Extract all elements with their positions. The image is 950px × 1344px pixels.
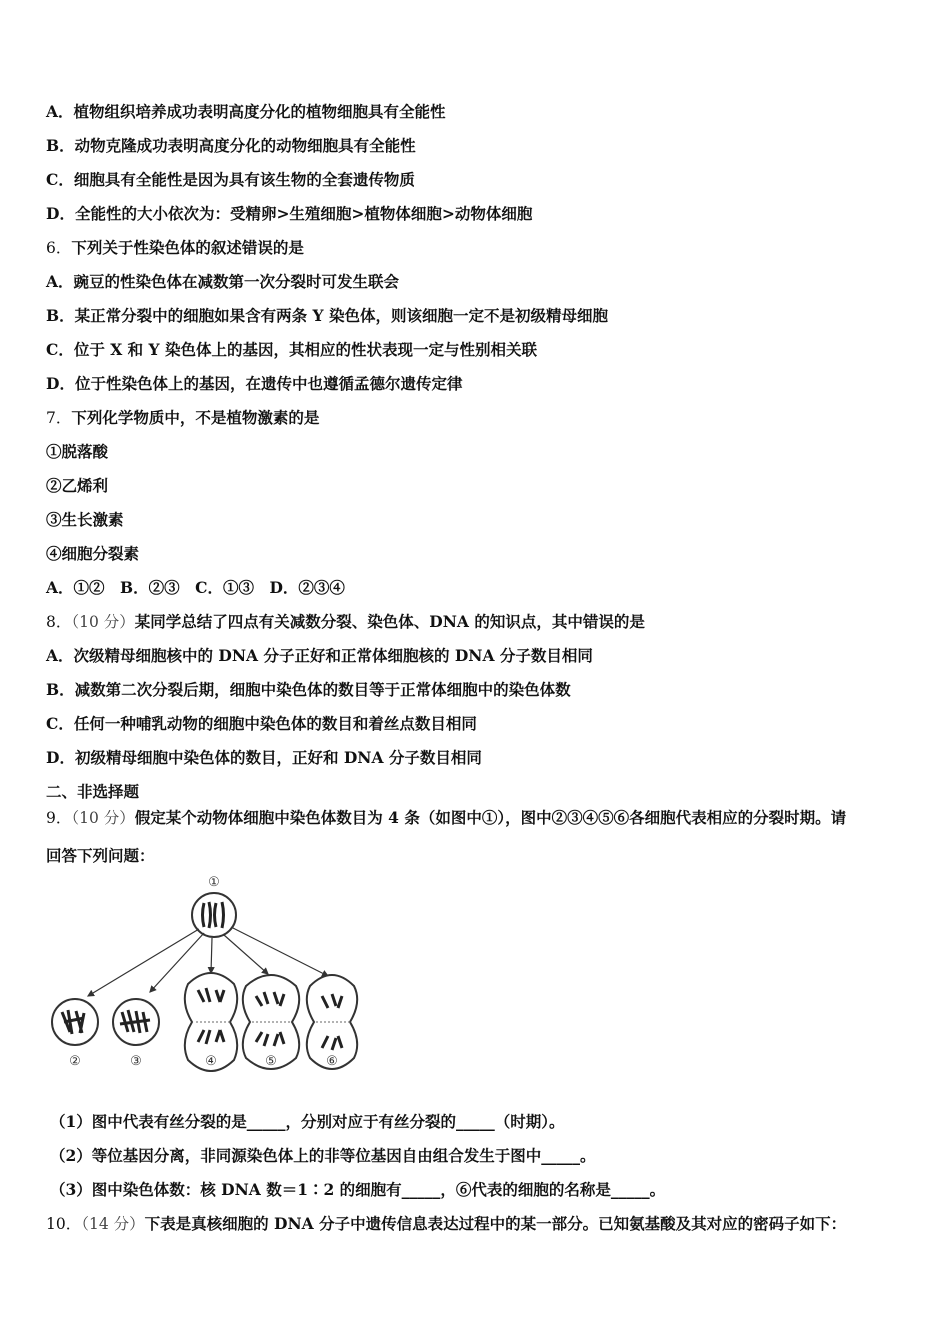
section-heading: 二、非选择题 bbox=[46, 782, 140, 801]
q7-stem-text: 下列化学物质中，不是植物激素的是 bbox=[71, 408, 320, 427]
q7-stem bbox=[46, 408, 319, 428]
q5-option-d: D．全能性的大小依次为：受精卵>生殖细胞>植物体细胞>动物体细胞 bbox=[46, 204, 533, 223]
label-3: ③ bbox=[130, 1054, 142, 1069]
q9-sub-1: （1）图中代表有丝分裂的是_____，分别对应于有丝分裂的_____（时期）。 bbox=[50, 1112, 565, 1131]
q6-stem bbox=[46, 238, 304, 258]
cell-3 bbox=[113, 999, 159, 1045]
q8-option-a: A．次级精母细胞核中的 DNA 分子正好和正常体细胞核的 DNA 分子数目相同 bbox=[46, 646, 593, 665]
label-2: ② bbox=[69, 1054, 81, 1069]
q8-option-b: B．减数第二次分裂后期，细胞中染色体的数目等于正常体细胞中的染色体数 bbox=[46, 680, 571, 699]
q8-score: （10 分） bbox=[71, 613, 135, 631]
q10-stem bbox=[46, 1214, 846, 1234]
q7-number: 7． bbox=[46, 409, 72, 427]
q10-number: 10． bbox=[46, 1215, 82, 1233]
arrow-to-6 bbox=[231, 927, 328, 976]
label-5: ⑤ bbox=[265, 1054, 277, 1069]
q7-options: A．①② B．②③ C．①③ D．②③④ bbox=[46, 578, 345, 597]
q8-option-c: C．任何一种哺乳动物的细胞中染色体的数目和着丝点数目相同 bbox=[46, 714, 477, 733]
q9-stem-cont: 回答下列问题： bbox=[46, 846, 155, 865]
q7-item-4: ④细胞分裂素 bbox=[46, 544, 140, 563]
q8-option-d: D．初级精母细胞中染色体的数目，正好和 DNA 分子数目相同 bbox=[46, 748, 482, 767]
cell-2 bbox=[52, 999, 98, 1045]
q7-item-1: ①脱落酸 bbox=[46, 442, 109, 461]
arrow-to-5 bbox=[224, 935, 268, 974]
q9-sub-3: （3）图中染色体数：核 DNA 数＝1∶2 的细胞有_____，⑥代表的细胞的名称是_____。 bbox=[50, 1180, 666, 1199]
cell-1 bbox=[192, 893, 236, 937]
q6-option-b: B．某正常分裂中的细胞如果含有两条 Y 染色体，则该细胞一定不是初级精母细胞 bbox=[46, 306, 608, 325]
q9-stem bbox=[46, 808, 846, 828]
q7-item-3: ③生长激素 bbox=[46, 510, 124, 529]
q9-number: 9． bbox=[46, 809, 72, 827]
q5-option-a: A．植物组织培养成功表明高度分化的植物细胞具有全能性 bbox=[46, 102, 446, 121]
q8-number: 8． bbox=[46, 613, 72, 631]
cell-division-figure bbox=[46, 872, 376, 1072]
q10-stem-text: 下表是真核细胞的 DNA 分子中遗传信息表达过程中的某一部分。已知氨基酸及其对应的密码子如下： bbox=[144, 1214, 847, 1233]
q6-stem-text: 下列关于性染色体的叙述错误的是 bbox=[71, 238, 304, 257]
q6-option-c: C．位于 X 和 Y 染色体上的基因，其相应的性状表现一定与性别相关联 bbox=[46, 340, 538, 359]
q7-item-2: ②乙烯利 bbox=[46, 476, 109, 495]
arrow-to-2 bbox=[88, 929, 199, 996]
label-6: ⑥ bbox=[326, 1054, 338, 1069]
q10-score: （14 分） bbox=[81, 1215, 145, 1233]
q9-score: （10 分） bbox=[71, 809, 135, 827]
label-1: ① bbox=[208, 875, 220, 890]
q5-option-c: C．细胞具有全能性是因为具有该生物的全套遗传物质 bbox=[46, 170, 415, 189]
q9-stem-text: 假定某个动物体细胞中染色体数目为 4 条（如图中①），图中②③④⑤⑥各细胞代表相应的分裂时期。请 bbox=[134, 808, 847, 827]
q5-option-b: B．动物克隆成功表明高度分化的动物细胞具有全能性 bbox=[46, 136, 416, 155]
q8-stem bbox=[46, 612, 645, 632]
q6-number: 6． bbox=[46, 239, 72, 257]
q6-option-a: A．豌豆的性染色体在减数第一次分裂时可发生联会 bbox=[46, 272, 400, 291]
q8-stem-text: 某同学总结了四点有关减数分裂、染色体、DNA 的知识点，其中错误的是 bbox=[134, 612, 645, 631]
label-4: ④ bbox=[205, 1054, 217, 1069]
arrow-to-4 bbox=[211, 938, 212, 973]
q6-option-d: D．位于性染色体上的基因，在遗传中也遵循孟德尔遗传定律 bbox=[46, 374, 463, 393]
q9-sub-2: （2）等位基因分离，非同源染色体上的非等位基因自由组合发生于图中_____。 bbox=[50, 1146, 596, 1165]
